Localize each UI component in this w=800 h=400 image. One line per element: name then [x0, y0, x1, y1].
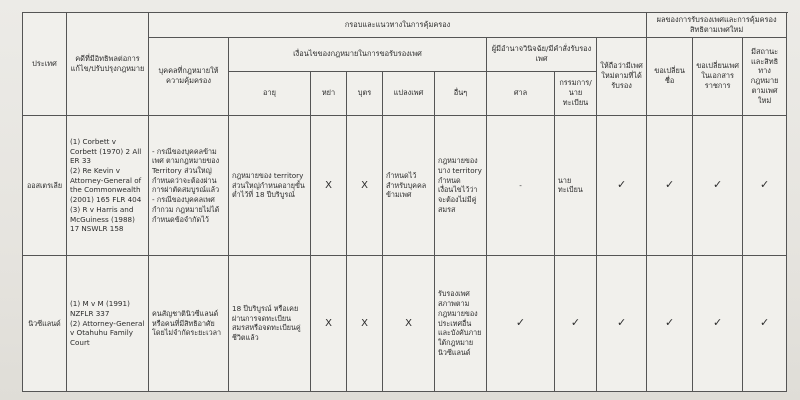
header-row-1 — [23, 13, 787, 38]
benefit-check: ✓ — [597, 115, 647, 255]
other-cell: กฎหมายของบาง territory กำหนดเงื่อนไขไว้ว่าจะต้องไม่มีคู่สมรส — [435, 115, 487, 255]
protected-cell: - กรณีของบุคคลข้ามเพศ ตามกฎหมายของ Territory ส่วนใหญ่กำหนดว่าจะต้องผ่านการผ่าตัดสมบูรณ์แล้ว - กรณีของบุคคลเพศกำกวม กฎหมายไม่ได้กำหนดข้อจำกัดไว้ — [149, 115, 229, 255]
docs-check: ✓ — [693, 115, 743, 255]
legal-comparison-table — [22, 12, 787, 392]
header-protected-persons: บุคคลที่กฎหมายให้ความคุ้มครอง — [149, 37, 229, 115]
header-framework: กรอบและแนวทางในการคุ้มครอง — [149, 13, 647, 38]
surgery-cell: กำหนดไว้สำหรับบุคคลข้ามเพศ — [383, 115, 435, 255]
header-other: อื่นๆ — [435, 71, 487, 115]
name-check: ✓ — [647, 115, 693, 255]
header-case-law: คดีที่มีอิทธิพลต่อการแก้ไข/ปรับปรุงกฎหมาย — [67, 13, 149, 116]
benefit-check: ✓ — [597, 255, 647, 391]
court-check: ✓ — [487, 255, 555, 391]
header-age: อายุ — [229, 71, 311, 115]
children-cell: X — [347, 255, 383, 391]
court-cell: - — [487, 115, 555, 255]
surgery-cell: X — [383, 255, 435, 391]
cases-cell: (1) M v M (1991) NZFLR 337 (2) Attorney-General v Otahuhu Family Court — [67, 255, 149, 391]
header-country: ประเทศ — [23, 13, 67, 116]
cases-cell: (1) Corbett v Corbett (1970) 2 All ER 33 (2) Re Kevin v Attorney-General of the Commonwealth (2001) 165 FLR 404 (3) R v Harris and McGuiness (1988) 17 NSWLR 158 — [67, 115, 149, 255]
header-benefit-new-sex: ให้ถือว่ามีเพศใหม่ตามที่ได้รับรอง — [597, 37, 647, 115]
age-cell: กฎหมายของ territory ส่วนใหญ่กำหนดอายุขั้นต่ำไว้ที่ 18 ปีบริบูรณ์ — [229, 115, 311, 255]
header-rights-new-sex: มีสถานะและสิทธิทางกฎหมายตามเพศใหม่ — [743, 37, 787, 115]
registrar-cell: นายทะเบียน — [555, 115, 597, 255]
table-row-new-zealand — [23, 255, 787, 391]
header-registrar: กรรมการ/นายทะเบียน — [555, 71, 597, 115]
children-cell: X — [347, 115, 383, 255]
registrar-check: ✓ — [555, 255, 597, 391]
header-children: บุตร — [347, 71, 383, 115]
docs-check: ✓ — [693, 255, 743, 391]
header-divorce: หย่า — [311, 71, 347, 115]
header-conditions: เงื่อนไขของกฎหมายในการขอรับรองเพศ — [229, 37, 487, 71]
other-cell: รับรองเพศสภาพตามกฎหมายของประเทศอื่นและบังคับภายใต้กฎหมายนิวซีแลนด์ — [435, 255, 487, 391]
country-cell: ออสเตรเลีย — [23, 115, 67, 255]
header-authority: ผู้มีอำนาจวินิจฉัย/มีคำสั่งรับรองเพศ — [487, 37, 597, 71]
divorce-cell: X — [311, 115, 347, 255]
age-cell: 18 ปีบริบูรณ์ หรือเคยผ่านการจดทะเบียนสมรสหรือจดทะเบียนคู่ชีวิตแล้ว — [229, 255, 311, 391]
protected-cell: คนสัญชาตินิวซีแลนด์หรือคนที่มีสิทธิอาศัยโดยไม่จำกัดระยะเวลา — [149, 255, 229, 391]
header-change-docs: ขอเปลี่ยนเพศในเอกสารราชการ — [693, 37, 743, 115]
divorce-cell: X — [311, 255, 347, 391]
header-court: ศาล — [487, 71, 555, 115]
rights-check: ✓ — [743, 115, 787, 255]
country-cell: นิวซีแลนด์ — [23, 255, 67, 391]
name-check: ✓ — [647, 255, 693, 391]
header-change-name: ขอเปลี่ยนชื่อ — [647, 37, 693, 115]
header-effects: ผลของการรับรองเพศและการคุ้มครองสิทธิตามเพศใหม่ — [647, 13, 787, 38]
table-row-australia — [23, 115, 787, 255]
header-surgery: แปลงเพศ — [383, 71, 435, 115]
rights-check: ✓ — [743, 255, 787, 391]
